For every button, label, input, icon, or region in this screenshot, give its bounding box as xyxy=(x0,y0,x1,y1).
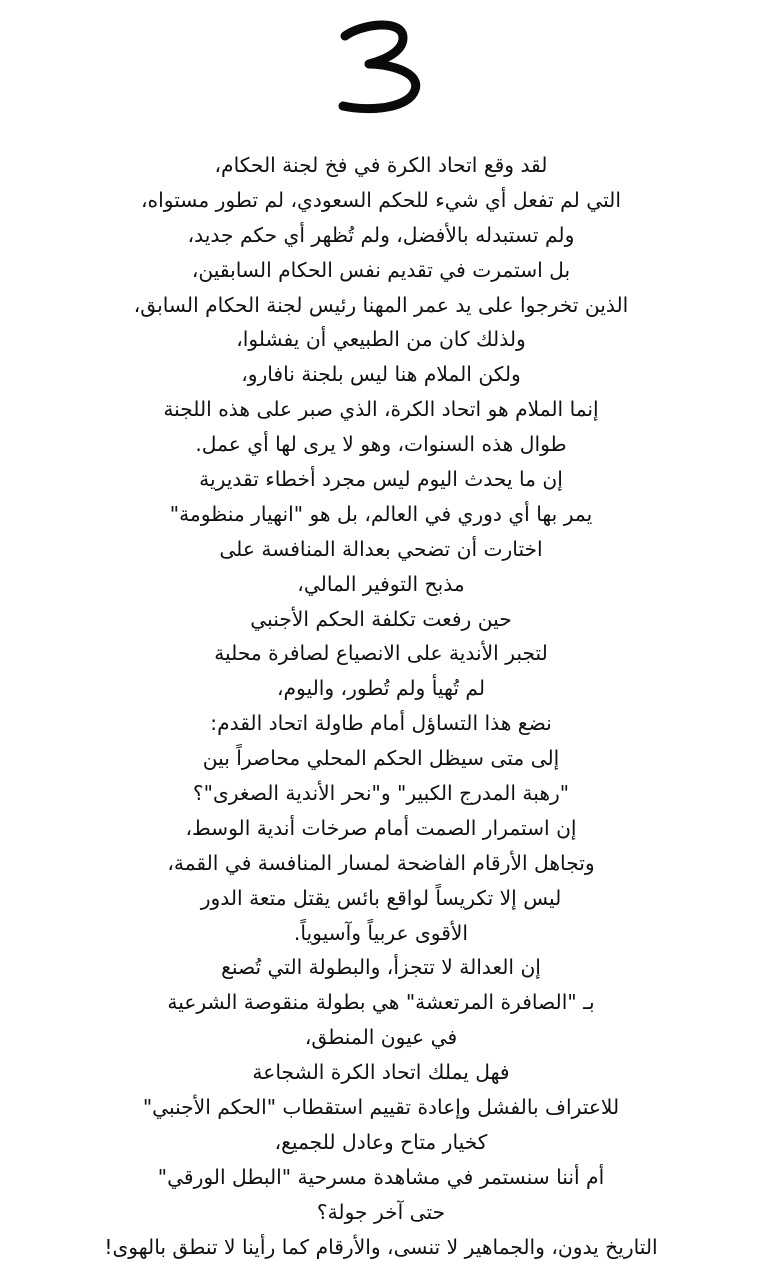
text-line: للاعتراف بالفشل وإعادة تقييم استقطاب "الحكم الأجنبي" xyxy=(142,1095,620,1120)
page-number xyxy=(331,14,431,114)
text-line: "رهبة المدرج الكبير" و"نحر الأندية الصغرى"؟ xyxy=(192,781,570,806)
text-line: بـ "الصافرة المرتعشة" هي بطولة منقوصة الشرعية xyxy=(167,990,595,1015)
text-line: وتجاهل الأرقام الفاضحة لمسار المنافسة في القمة، xyxy=(167,850,595,875)
page-number-text xyxy=(331,114,332,115)
text-line: الأقوى عربياً وآسيوياً. xyxy=(293,920,469,945)
text-line: حتى آخر جولة؟ xyxy=(316,1199,446,1224)
text-line: ولكن الملام هنا ليس بلجنة نافارو، xyxy=(241,362,521,387)
text-line: لتجبر الأندية على الانصياع لصافرة محلية xyxy=(214,641,548,666)
text-line: التي لم تفعل أي شيء للحكم السعودي، لم تطور مستواه، xyxy=(141,187,621,212)
text-line: ولم تستبدله بالأفضل، ولم تُظهر أي حكم جديد، xyxy=(187,222,575,247)
text-line: كخيار متاح وعادل للجميع، xyxy=(274,1129,488,1154)
text-line: طوال هذه السنوات، وهو لا يرى لها أي عمل. xyxy=(195,432,567,457)
text-line: إن العدالة لا تتجزأ، والبطولة التي تُصنع xyxy=(221,955,541,980)
text-line: إن ما يحدث اليوم ليس مجرد أخطاء تقديرية xyxy=(199,467,563,492)
text-line: التاريخ يدون، والجماهير لا تنسى، والأرقام كما رأينا لا تنطق بالهوى! xyxy=(104,1234,658,1259)
text-line: اختارت أن تضحي بعدالة المنافسة على xyxy=(219,536,543,561)
text-line: أم أننا سنستمر في مشاهدة مسرحية "البطل الورقي" xyxy=(157,1164,605,1189)
text-line: إنما الملام هو اتحاد الكرة، الذي صبر على هذه اللجنة xyxy=(163,397,599,422)
text-line: حين رفعت تكلفة الحكم الأجنبي xyxy=(250,606,512,631)
text-line: إلى متى سيظل الحكم المحلي محاصراً بين xyxy=(202,746,560,771)
text-line: إن استمرار الصمت أمام صرخات أندية الوسط، xyxy=(185,815,577,840)
text-line: ليس إلا تكريساً لواقع بائس يقتل متعة الدور xyxy=(200,885,562,910)
text-line: لقد وقع اتحاد الكرة في فخ لجنة الحكام، xyxy=(214,153,548,177)
article-body xyxy=(0,148,762,1265)
text-line: في عيون المنطق، xyxy=(304,1025,458,1050)
handwritten-number-icon xyxy=(331,14,431,114)
text-line: يمر بها أي دوري في العالم، بل هو "انهيار منظومة" xyxy=(169,501,593,526)
text-line: فهل يملك اتحاد الكرة الشجاعة xyxy=(252,1060,510,1085)
text-line: نضع هذا التساؤل أمام طاولة اتحاد القدم: xyxy=(210,711,552,736)
text-line: مذبح التوفير المالي، xyxy=(297,571,465,596)
text-line: بل استمرت في تقديم نفس الحكام السابقين، xyxy=(191,257,571,282)
text-line: الذين تخرجوا على يد عمر المهنا رئيس لجنة الحكام السابق، xyxy=(133,292,629,317)
text-line: لم تُهيأ ولم تُطور، واليوم، xyxy=(277,676,485,701)
text-line: ولذلك كان من الطبيعي أن يفشلوا، xyxy=(236,327,526,352)
